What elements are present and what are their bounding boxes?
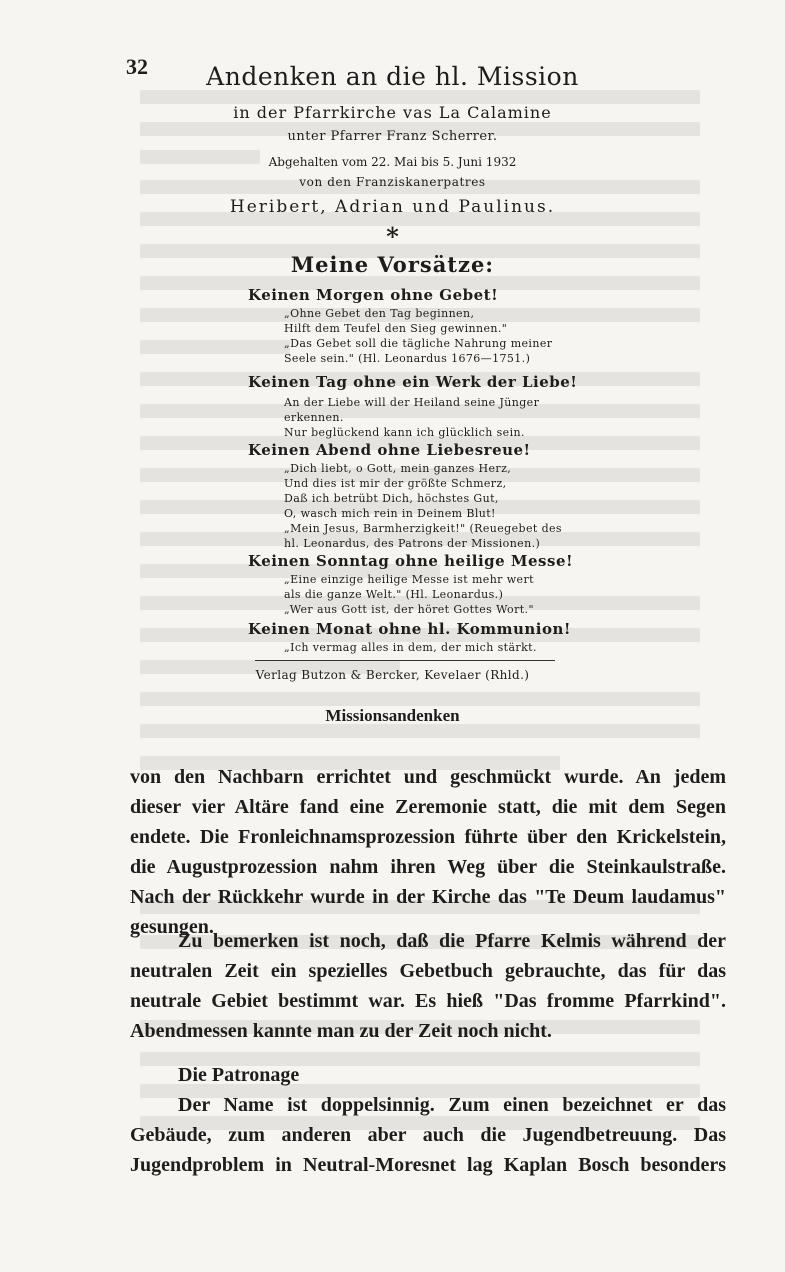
text-line: Gebäude, zum anderen aber auch die Jugendbetreuung. Das — [130, 1124, 726, 1146]
text-line: Jugendproblem in Neutral-Moresnet lag Kaplan Bosch besonders — [130, 1154, 726, 1176]
quote-line: Hilft dem Teufel den Sieg gewinnen." — [284, 322, 508, 335]
resolution-heading: Keinen Abend ohne Liebesreue! — [248, 441, 531, 459]
quote-line: als die ganze Welt." (Hl. Leonardus.) — [284, 588, 504, 601]
text-line: die Augustprozession nahm ihren Weg über die Steinkaulstraße. — [130, 856, 726, 878]
quote-line: O, wasch mich rein in Deinem Blut! — [284, 507, 496, 520]
resolution-heading: Keinen Monat ohne hl. Kommunion! — [248, 620, 572, 638]
resolution-quote — [284, 572, 534, 617]
quote-line: „Wer aus Gott ist, der höret Gottes Wort." — [284, 603, 534, 616]
text-line: dieser vier Altäre fand eine Zeremonie statt, die mit dem Segen — [130, 796, 726, 818]
publisher-line: Verlag Butzon & Bercker, Kevelaer (Rhld.) — [255, 668, 530, 682]
text-line: gesungen. — [130, 916, 214, 938]
resolution-quote — [284, 306, 552, 366]
resolution-quote — [284, 640, 537, 655]
quote-line: „Dich liebt, o Gott, mein ganzes Herz, — [284, 462, 512, 475]
quote-line: „Ohne Gebet den Tag beginnen, — [284, 307, 475, 320]
body-paragraph — [130, 1090, 726, 1180]
resolution-quote — [284, 461, 562, 551]
quote-line: erkennen. — [284, 411, 344, 424]
text-line: neutrale Gebiet bestimmt war. Es hieß "Das fromme Pfarrkind". — [130, 990, 726, 1012]
text-line: Der Name ist doppelsinnig. Zum einen bezeichnet er das — [178, 1094, 726, 1116]
quote-line: „Das Gebet soll die tägliche Nahrung meiner — [284, 337, 553, 350]
resolutions-heading: Meine Vorsätze: — [290, 252, 495, 277]
card-fathers-line: von den Franziskanerpatres — [299, 175, 486, 189]
quote-line: Nur beglückend kann ich glücklich sein. — [284, 426, 525, 439]
text-line: neutralen Zeit ein spezielles Gebetbuch gebrauchte, das für das — [130, 960, 726, 982]
card-names-line: Heribert, Adrian und Paulinus. — [229, 197, 556, 217]
quote-line: „Mein Jesus, Barmherzigkeit!" (Reuegebet des — [284, 522, 562, 535]
resolution-quote — [284, 395, 539, 440]
body-paragraph — [130, 926, 726, 1046]
quote-line: „Ich vermag alles in dem, der mich stärkt. — [284, 641, 537, 654]
quote-line: Seele sein." (Hl. Leonardus 1676—1751.) — [284, 352, 531, 365]
body-paragraph — [130, 762, 726, 942]
text-line: Abendmessen kannte man zu der Zeit noch nicht. — [130, 1020, 552, 1042]
text-line: von den Nachbarn errichtet und geschmückt wurde. An jedem — [130, 766, 726, 788]
figure-caption: Missionsandenken — [325, 706, 460, 725]
quote-line: hl. Leonardus, des Patrons der Missionen.) — [284, 537, 541, 550]
resolution-heading: Keinen Morgen ohne Gebet! — [248, 286, 499, 304]
card-pastor-line: unter Pfarrer Franz Scherrer. — [287, 129, 498, 144]
asterisk-ornament: * — [386, 222, 399, 251]
text-line: Nach der Rückkehr wurde in der Kirche das "Te Deum laudamus" — [130, 886, 726, 908]
card-title: Andenken an die hl. Mission — [206, 62, 579, 91]
resolution-heading: Keinen Sonntag ohne heilige Messe! — [248, 552, 574, 570]
quote-line: Daß ich betrübt Dich, höchstes Gut, — [284, 492, 499, 505]
quote-line: Und dies ist mir der größte Schmerz, — [284, 477, 507, 490]
divider-rule — [255, 660, 555, 661]
quote-line: „Eine einzige heilige Messe ist mehr wert — [284, 573, 534, 586]
text-line: Zu bemerken ist noch, daß die Pfarre Kelmis während der — [178, 930, 726, 952]
quote-line: An der Liebe will der Heiland seine Jünger — [284, 396, 540, 409]
section-heading: Die Patronage — [178, 1064, 300, 1086]
card-date-line: Abgehalten vom 22. Mai bis 5. Juni 1932 — [268, 155, 517, 169]
page-number: 32 — [126, 54, 148, 79]
card-subtitle: in der Pfarrkirche vas La Calamine — [233, 103, 552, 122]
text-line: endete. Die Fronleichnamsprozession führte über den Krickelstein, — [130, 826, 726, 848]
resolution-heading: Keinen Tag ohne ein Werk der Liebe! — [248, 373, 578, 391]
